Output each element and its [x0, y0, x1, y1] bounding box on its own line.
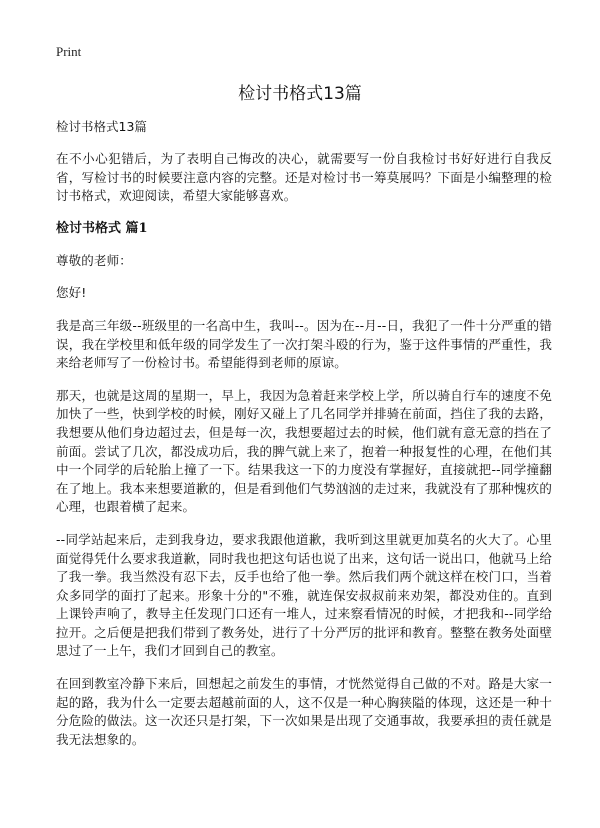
section-heading: 检讨书格式 篇1	[56, 220, 148, 236]
body-paragraph: --同学站起来后，走到我身边，要求我跟他道歉，我听到这里就更加莫名的火大了。心里面觉得凭什么要求我道歉，同时我也把这句话也说了出来，这句话一说出口，他就马上给了我一拳。我当然没有忍下去，反手也给了他一拳。然后我们两个就这样在校门口，当着众多同学的面打了起来。形象十分的"不雅，就连保安叔叔前来劝架，都没劝住的。直到上课铃声响了，教导主任发现门口还有一堆人，过来察看情况的时候，才把我和--同学给拉开。之后便是把我们带到了教务处，进行了十分严厉的批评和教育。整整在教务处面壁思过了一上午，我们才回到自己的教室。	[56, 531, 552, 659]
body-paragraph: 我是高三年级--班级里的一名高中生，我叫--。因为在--月--日，我犯了一件十分严重的错误，我在学校里和低年级的同学发生了一次打架斗殴的行为，鉴于这件事情的严重性，我来给老师写了一份检讨书。希望能得到老师的原谅。	[56, 317, 552, 371]
body-paragraph: 那天，也就是这周的星期一，早上，我因为急着赶来学校上学，所以骑自行车的速度不免加快了一些，快到学校的时候，刚好又碰上了几名同学并排骑在前面，挡住了我的去路，我想要从他们身边超过去，但是每一次，我想要超过去的时候，他们就有意无意的挡在了前面。尝试了几次，都没成功后，我的脾气就上来了，抱着一种报复性的心理，在他们其中一个同学的后轮胎上撞了一下。结果我这一下的力度没有掌握好，直接就把--同学撞翻在了地上。我本来想要道歉的，但是看到他们气势汹汹的走过来，我就没有了那种愧疚的心理，也跟着横了起来。	[56, 387, 552, 515]
print-label: Print	[56, 44, 82, 59]
salutation: 尊敬的老师：	[56, 252, 132, 268]
intro-paragraph: 在不小心犯错后，为了表明自己悔改的决心，就需要写一份自我检讨书好好进行自我反省，写检讨书的时候要注意内容的完整。还是对检讨书一筹莫展吗？下面是小编整理的检讨书格式，欢迎阅读，希望大家能够喜欢。	[56, 151, 552, 204]
body-paragraph: 在回到教室冷静下来后，回想起之前发生的事情，才恍然觉得自己做的不对。路是大家一起的路，我为什么一定要去超越前面的人，这不仅是一种心胸狭隘的体现，这还是一种十分危险的做法。这一次还只是打架，下一次如果是出现了交通事故，我要承担的责任就是我无法想象的。	[56, 676, 552, 747]
document-subtitle: 检讨书格式13篇	[56, 119, 147, 134]
document-body	[56, 118, 552, 763]
greeting: 您好!	[56, 285, 87, 301]
page-title: 检讨书格式13篇	[238, 84, 362, 104]
